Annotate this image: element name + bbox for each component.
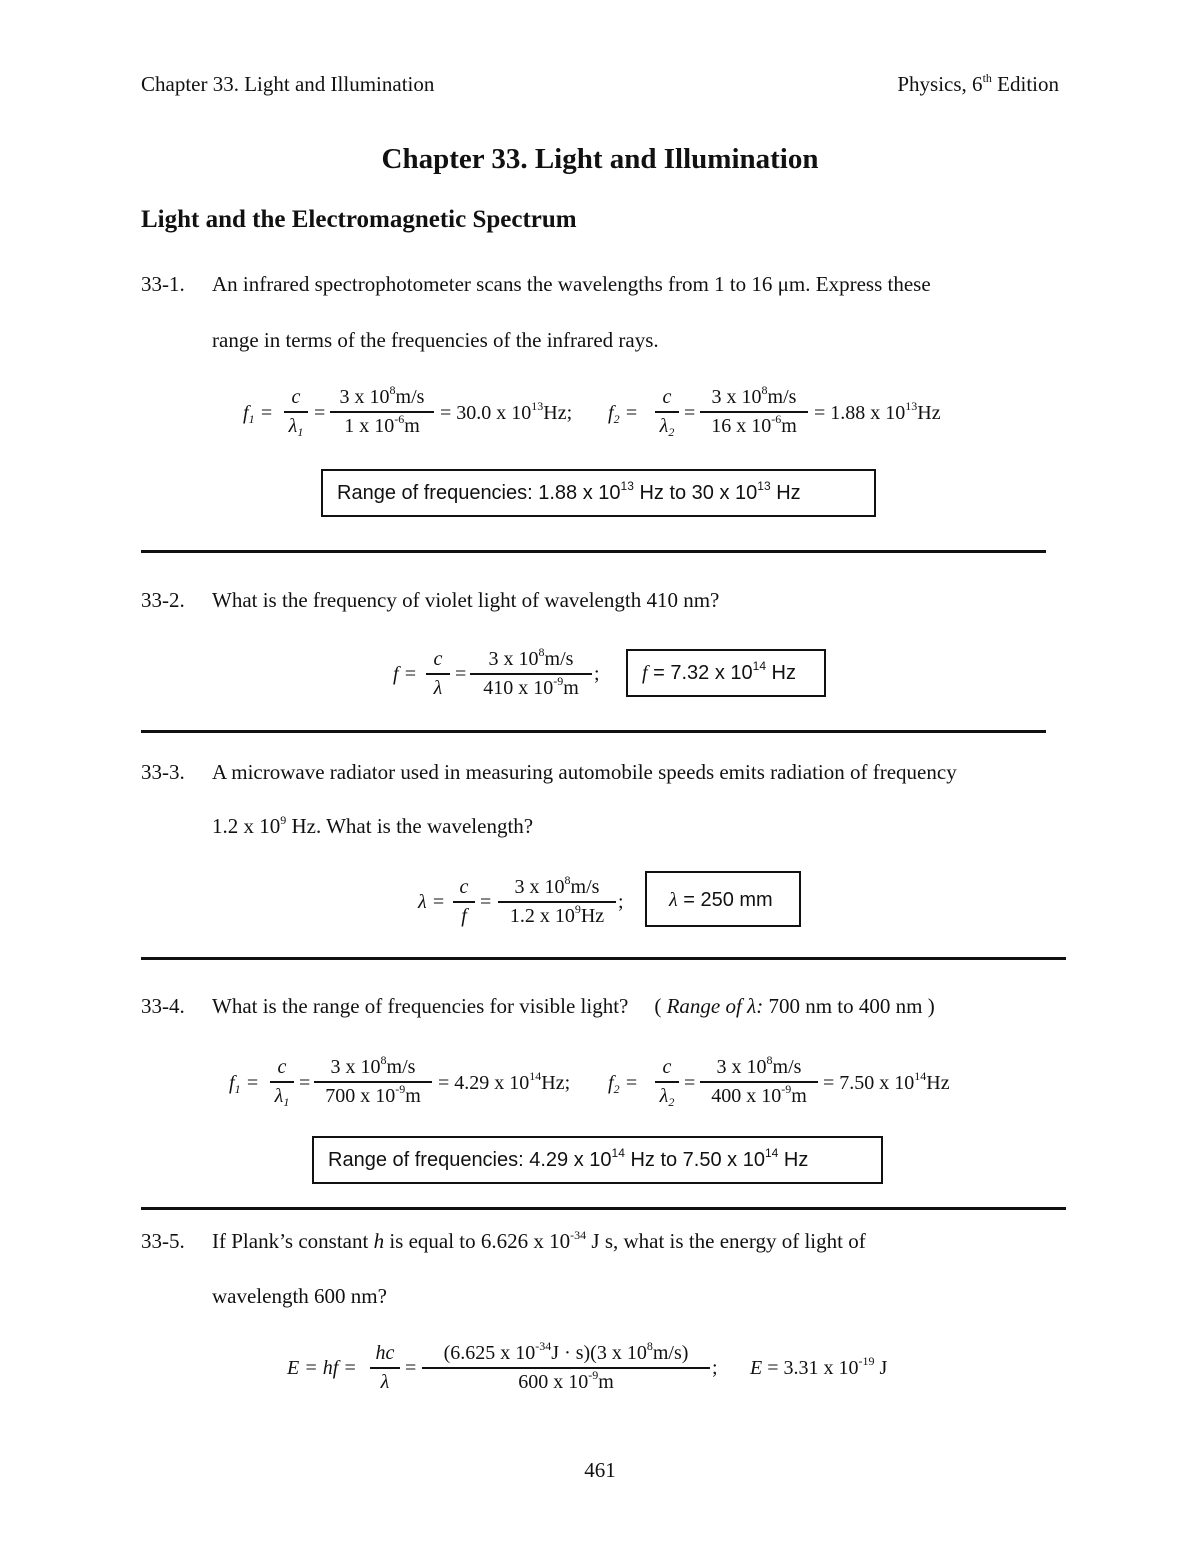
equation: $f_1$ = c $\lambda_1$ = 3 x $10^8m/s$ 700 x $10^{-9}m$ = 4.29 x $10^{14}Hz$; $f_2$ = c $\lambda_2$ = 3 x $10^8m/s$ 400 x $10^{-9}m$ = 7.50 x $10^{14}Hz$ bbox=[229, 1053, 950, 1109]
answer-box bbox=[645, 871, 801, 927]
chapter-title: Chapter 33. Light and Illumination bbox=[381, 143, 819, 175]
problem-number: 33-5. bbox=[141, 1229, 185, 1253]
answer-text: Range of frequencies: 4.29 x $10^{14}$ Hz to 7.50 x $10^{14}$ Hz bbox=[328, 1146, 809, 1171]
problem-number: 33-2. bbox=[141, 588, 185, 612]
divider bbox=[141, 550, 1046, 553]
divider bbox=[141, 1207, 1066, 1210]
answer-box bbox=[626, 649, 826, 697]
equation: $f_1$ = c $\lambda_1$ = 3 x $10^8m/s$ 1 x $10^{-6}m$ = 30.0 x $10^{13}Hz$; $f_2$ = c $\lambda_2$ = 3 x $10^8m/s$ 16 x $10^{-6}m$ = 1.88 x $10^{13}Hz$ bbox=[243, 383, 941, 439]
equation: f = c λ = 3 x $10^8m/s$ 410 x $10^{-9}m$ ; bbox=[393, 645, 600, 699]
answer-box bbox=[321, 469, 876, 517]
answer-box bbox=[312, 1136, 883, 1184]
divider bbox=[141, 730, 1046, 733]
problem-text: range in terms of the frequencies of the infrared rays. bbox=[212, 328, 659, 352]
problem-text: What is the frequency of violet light of wavelength 410 nm? bbox=[212, 588, 720, 612]
problem-text: 1.2 x $10^9$ Hz. What is the wavelength? bbox=[212, 813, 534, 838]
problem-number: 33-1. bbox=[141, 272, 185, 296]
problem-text: wavelength 600 nm? bbox=[212, 1284, 387, 1308]
running-header-left: Chapter 33. Light and Illumination bbox=[141, 72, 435, 96]
page-number: 461 bbox=[584, 1458, 616, 1482]
problem-text: An infrared spectrophotometer scans the wavelengths from 1 to 16 μm. Express these bbox=[212, 272, 931, 296]
problem-text: A microwave radiator used in measuring automobile speeds emits radiation of frequency bbox=[212, 760, 957, 784]
section-heading: Light and the Electromagnetic Spectrum bbox=[141, 206, 577, 233]
equation: λ = c f = 3 x $10^8m/s$ 1.2 x $10^9Hz$ ; bbox=[418, 873, 624, 927]
answer-text: f = 7.32 x $10^{14}$ Hz bbox=[642, 659, 796, 684]
problem-text: What is the range of frequencies for visible light? ( Range of λ: 700 nm to 400 nm ) bbox=[212, 994, 935, 1018]
divider bbox=[141, 957, 1066, 960]
running-header-right: Physics, 6th Edition bbox=[897, 71, 1059, 96]
problem-number: 33-3. bbox=[141, 760, 185, 784]
equation: E = hf = hc λ = (6.625 x $10^{-34}J \cdot s)(3$ x $10^8m/s$) 600 x $10^{-9}m$ ; E = 3.31 x $10^{-19}$ J bbox=[287, 1339, 888, 1393]
answer-text: E = 3.31 x $10^{-19}$ J bbox=[750, 1354, 888, 1379]
problem-number: 33-4. bbox=[141, 994, 185, 1018]
answer-text: λ = 250 mm bbox=[669, 889, 773, 911]
answer-text: Range of frequencies: 1.88 x $10^{13}$ Hz to 30 x $10^{13}$ Hz bbox=[337, 479, 801, 504]
problem-text: If Plank’s constant h is equal to 6.626 x $10^{-34}$ J s, what is the energy of light of bbox=[212, 1228, 866, 1253]
